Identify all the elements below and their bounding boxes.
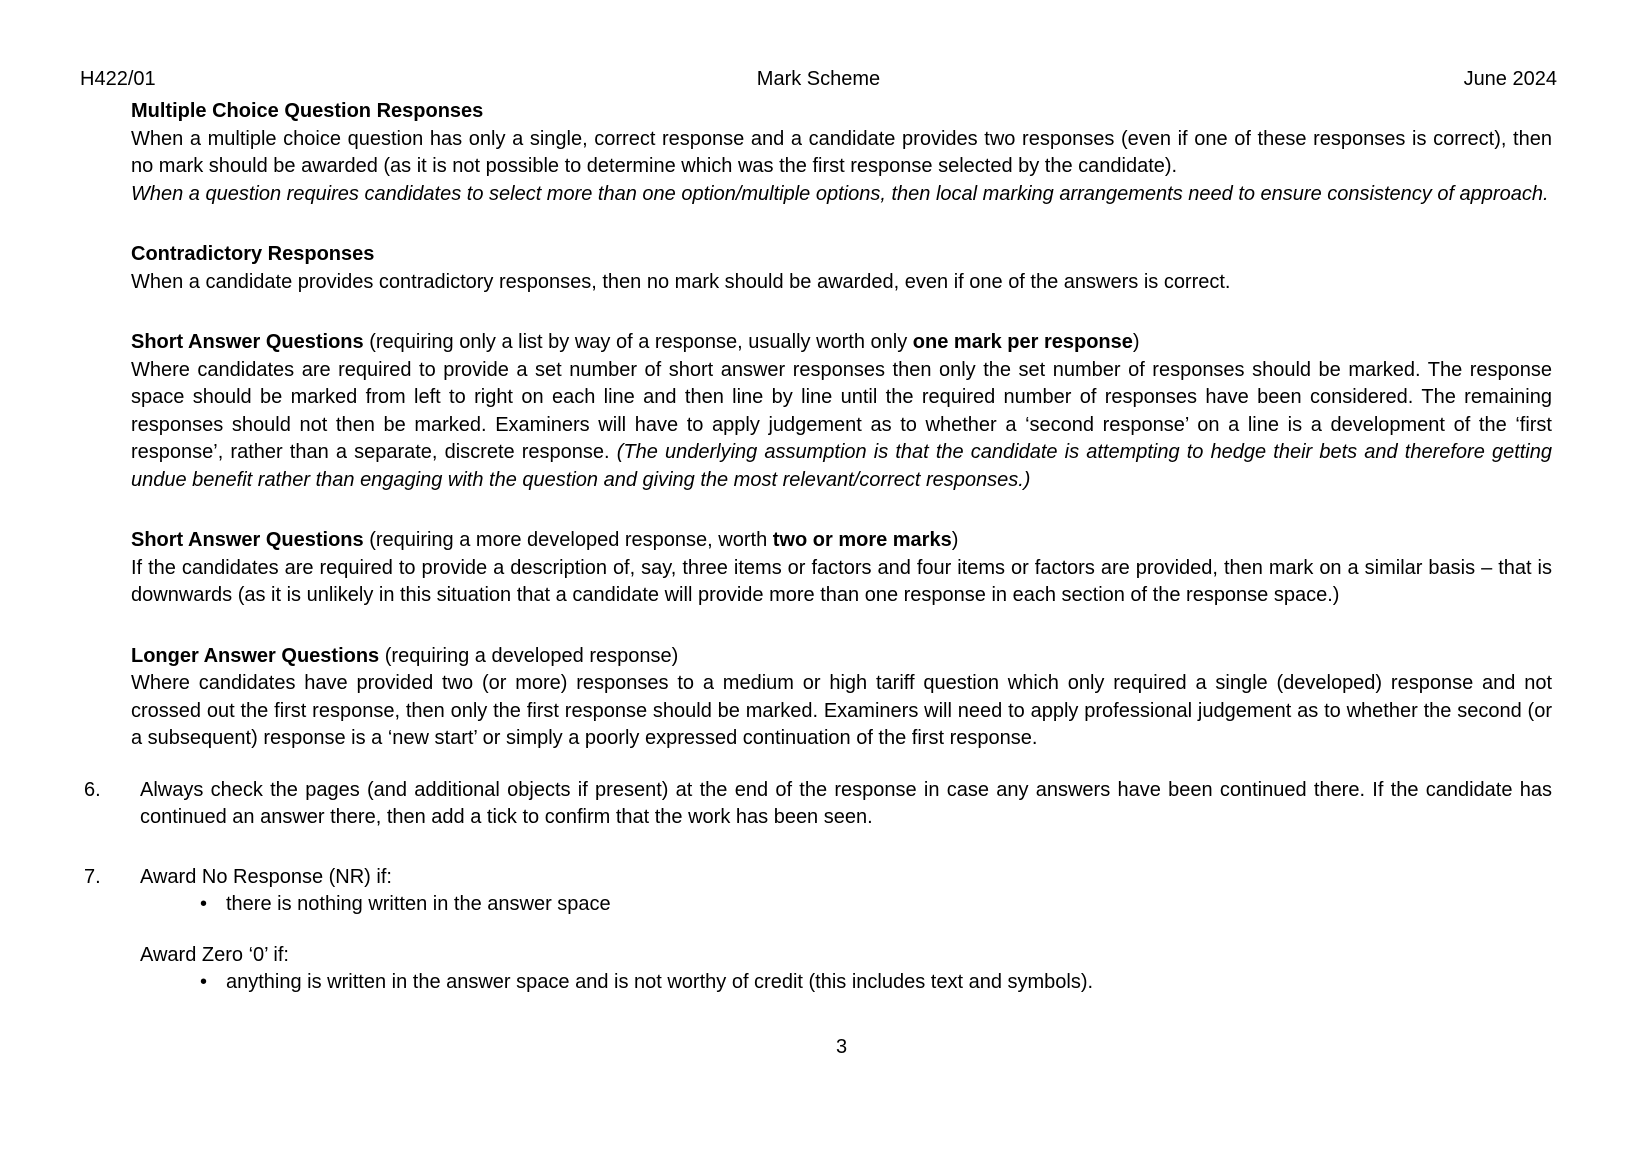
heading-normal-text: ) — [951, 529, 959, 551]
paragraph-italic-text: (The underlying assumption is that the candidate is attempting to hedge their bets and therefore getting undue benefit rather than engaging with the question and giving the most relevant/correct responses.) — [131, 441, 1553, 491]
paragraph: Where candidates have provided two (or more) responses to a medium or high tariff question which only required a single (developed) response and not crossed out the first response, then only the first response should be marked. Examiners will need to apply professional judgement as to whether the second (or a subsequent) response is a ‘new start’ or simply a poorly expressed continuation of the first response. — [131, 672, 1552, 749]
bullet-text: anything is written in the answer space and is not worthy of credit (this includes text and symbols). — [226, 971, 1094, 993]
numbered-list — [84, 777, 1552, 997]
doc-code: H422/01 — [80, 68, 156, 90]
list-number: 6. — [84, 778, 101, 801]
list-item-6 — [84, 777, 1552, 832]
list-body — [140, 942, 1552, 997]
paragraph: When a candidate provides contradictory responses, then no mark should be awarded, even if one of the answers is correct. — [131, 270, 1231, 293]
list-number-spacer — [84, 942, 140, 997]
list-text: Award No Response (NR) if: — [140, 865, 392, 888]
list-body — [140, 864, 1552, 919]
heading-normal-text: ) — [1132, 331, 1140, 353]
bullet-text: there is nothing written in the answer space — [226, 893, 611, 915]
heading-bold-text: Contradictory Responses — [131, 243, 375, 265]
section-short-answer-list — [131, 329, 1552, 494]
heading-normal-text: (requiring only a list by way of a response, usually worth only — [363, 331, 913, 353]
list-item-award-zero — [84, 942, 1552, 997]
content-area — [84, 98, 1553, 1061]
bullet-icon: • — [200, 971, 208, 993]
paragraph: When a multiple choice question has only a single, correct response and a candidate provides two responses (even if one of these responses is correct), then no mark should be awarded (as it is not possible to determine which was the first response selected by the candidate). — [131, 127, 1552, 177]
heading-bold-text: Short Answer Questions — [131, 529, 364, 551]
heading-bold-text: two or more marks — [772, 529, 952, 551]
paragraph — [131, 357, 1552, 495]
list-body — [140, 777, 1552, 832]
paragraph-italic: When a question requires candidates to select more than one option/multiple options, then local marking arrangements need to ensure consistency of approach. — [131, 182, 1549, 205]
section-heading — [131, 241, 1552, 269]
heading-bold-text: Longer Answer Questions — [131, 644, 380, 667]
bullet-icon: • — [200, 893, 208, 915]
list-text: Award Zero ‘0’ if: — [140, 943, 289, 966]
section-contradictory — [131, 241, 1552, 296]
paragraph-text: Where candidates are required to provide a set number of short answer responses then only the set number of responses should be marked. The response space should be marked from left to right on each line and then line by line until the required number of responses have been considered. The remaining responses should not then be marked. Examiners will have to apply judgement as to whether a ‘second response’ on a line is a development of the ‘first response’, rather than a separate, discrete response. — [131, 358, 1552, 463]
heading-bold-text: Short Answer Questions — [131, 331, 364, 353]
page-number: 3 — [835, 1035, 848, 1058]
section-heading — [131, 98, 1552, 126]
heading-normal-text: (requiring a more developed response, worth — [363, 529, 773, 551]
section-heading — [131, 527, 1552, 555]
doc-title: Mark Scheme — [756, 68, 881, 90]
bullet-item — [140, 969, 1552, 997]
section-longer-answer — [131, 643, 1552, 753]
section-multiple-choice — [131, 98, 1552, 208]
heading-bold-text: one mark per response — [912, 331, 1133, 353]
section-short-answer-developed — [131, 527, 1552, 610]
list-item-7 — [84, 864, 1552, 919]
heading-normal-text: (requiring a developed response) — [379, 644, 679, 667]
page-header — [80, 66, 1557, 94]
section-heading — [131, 643, 1552, 671]
session-date: June 2024 — [1463, 68, 1557, 90]
section-heading — [131, 329, 1552, 357]
heading-bold-text: Multiple Choice Question Responses — [131, 100, 484, 122]
bullet-item — [140, 891, 1552, 919]
paragraph: If the candidates are required to provide a description of, say, three items or factors and four items or factors are provided, then mark on a similar basis – that is downwards (as it is unlikely in this situation that a candidate will provide more than one response in each section of the response space.) — [131, 556, 1552, 606]
list-text: Always check the pages (and additional objects if present) at the end of the response in case any answers have been continued there. If the candidate has continued an answer there, then add a tick to confirm that the work has been seen. — [140, 778, 1552, 828]
list-number: 7. — [84, 865, 101, 888]
